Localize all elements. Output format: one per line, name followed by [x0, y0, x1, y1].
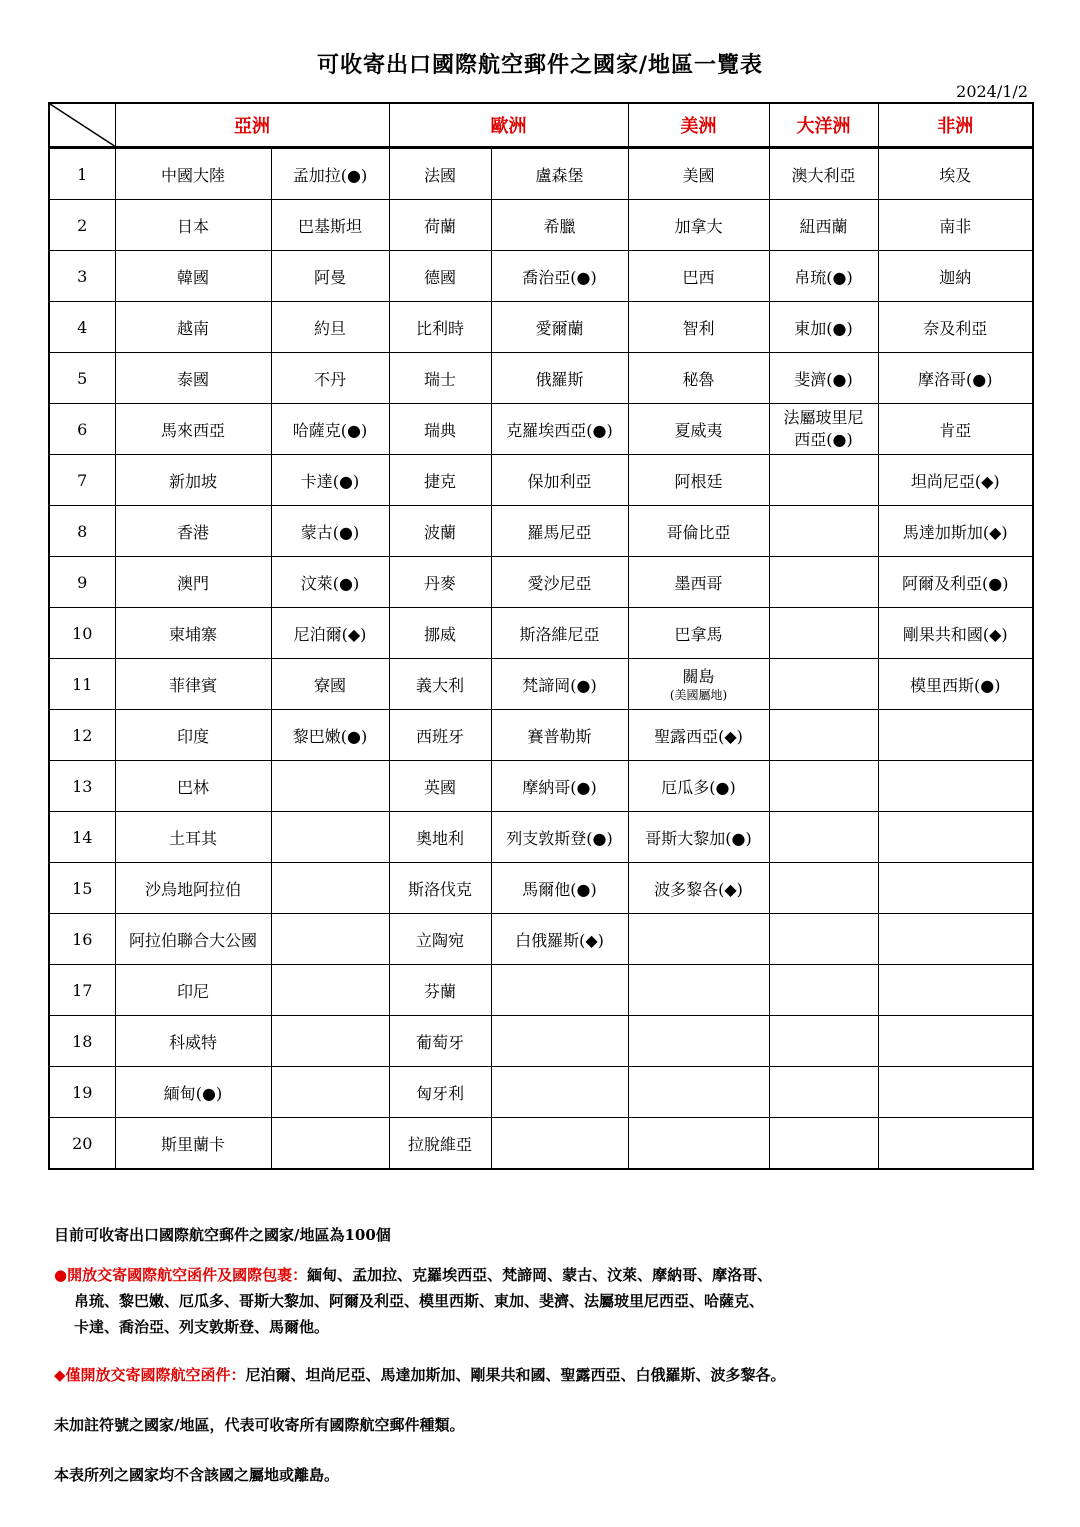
- asia-col1-cell: 菲律賓: [115, 659, 271, 710]
- table-row: [49, 557, 1033, 608]
- excluded-note: 本表所列之國家均不含該國之屬地或離島。: [54, 1466, 340, 1484]
- europe-col1-cell: 義大利: [389, 659, 491, 710]
- america-cell: [628, 965, 769, 1016]
- europe-col1-cell: 匈牙利: [389, 1067, 491, 1118]
- asia-col1-cell: 阿拉伯聯合大公國: [115, 914, 271, 965]
- africa-cell: [878, 710, 1033, 761]
- europe-col1-cell: 西班牙: [389, 710, 491, 761]
- europe-col2-cell: [491, 1067, 628, 1118]
- oceania-cell: [769, 608, 878, 659]
- table-row: [49, 353, 1033, 404]
- europe-col1-cell: 立陶宛: [389, 914, 491, 965]
- europe-col1-cell: 波蘭: [389, 506, 491, 557]
- diamond-legend-label: ◆僅開放交寄國際航空函件：: [54, 1366, 246, 1384]
- asia-col2-cell: [271, 1118, 389, 1170]
- row-number-cell: 18: [49, 1016, 115, 1067]
- table-row: [49, 761, 1033, 812]
- europe-col1-cell: 捷克: [389, 455, 491, 506]
- asia-col1-cell: 土耳其: [115, 812, 271, 863]
- europe-col2-cell: 羅馬尼亞: [491, 506, 628, 557]
- row-number-cell: 2: [49, 200, 115, 251]
- header-europe: 歐洲: [389, 103, 628, 148]
- row-number-cell: 3: [49, 251, 115, 302]
- europe-col1-cell: 葡萄牙: [389, 1016, 491, 1067]
- africa-cell: [878, 863, 1033, 914]
- row-number-cell: 7: [49, 455, 115, 506]
- asia-col2-cell: 不丹: [271, 353, 389, 404]
- asia-col1-cell: 澳門: [115, 557, 271, 608]
- row-number-cell: 1: [49, 148, 115, 200]
- diagonal-line-icon: [50, 104, 115, 146]
- asia-col2-cell: [271, 914, 389, 965]
- america-cell: [628, 1118, 769, 1170]
- asia-col2-cell: [271, 1016, 389, 1067]
- row-number-cell: 12: [49, 710, 115, 761]
- row-number-cell: 17: [49, 965, 115, 1016]
- asia-col1-cell: 科威特: [115, 1016, 271, 1067]
- america-cell: 哥倫比亞: [628, 506, 769, 557]
- oceania-cell: 帛琉(●): [769, 251, 878, 302]
- asia-col1-cell: 巴林: [115, 761, 271, 812]
- europe-col2-cell: 摩納哥(●): [491, 761, 628, 812]
- table-row: [49, 302, 1033, 353]
- asia-col2-cell: 巴基斯坦: [271, 200, 389, 251]
- cell-subtext: (美國屬地): [669, 688, 728, 702]
- america-cell: [628, 1016, 769, 1067]
- europe-col2-cell: 克羅埃西亞(●): [491, 404, 628, 455]
- oceania-cell: [769, 863, 878, 914]
- table-row: [49, 1118, 1033, 1170]
- america-cell: [628, 1067, 769, 1118]
- africa-cell: [878, 965, 1033, 1016]
- asia-col1-cell: 印尼: [115, 965, 271, 1016]
- asia-col1-cell: 緬甸(●): [115, 1067, 271, 1118]
- america-cell: 墨西哥: [628, 557, 769, 608]
- africa-cell: 奈及利亞: [878, 302, 1033, 353]
- africa-cell: 摩洛哥(●): [878, 353, 1033, 404]
- oceania-cell: 斐濟(●): [769, 353, 878, 404]
- table-row: [49, 404, 1033, 455]
- table-row: [49, 148, 1033, 200]
- table-row: [49, 914, 1033, 965]
- oceania-cell: [769, 455, 878, 506]
- asia-col1-cell: 泰國: [115, 353, 271, 404]
- america-cell: 巴西: [628, 251, 769, 302]
- africa-cell: [878, 1118, 1033, 1170]
- oceania-cell: [769, 1016, 878, 1067]
- africa-cell: 埃及: [878, 148, 1033, 200]
- america-cell: 哥斯大黎加(●): [628, 812, 769, 863]
- asia-col1-cell: 越南: [115, 302, 271, 353]
- dot-legend-line2: 帛琉、黎巴嫩、厄瓜多、哥斯大黎加、阿爾及利亞、模里西斯、東加、斐濟、法屬玻里尼西亞、哈薩克、: [74, 1292, 765, 1310]
- dot-legend-label: ●開放交寄國際航空函件及國際包裹：: [54, 1266, 308, 1284]
- america-cell: 厄瓜多(●): [628, 761, 769, 812]
- oceania-cell: 東加(●): [769, 302, 878, 353]
- page-title: 可收寄出口國際航空郵件之國家/地區一覽表: [316, 52, 764, 78]
- asia-col1-cell: 日本: [115, 200, 271, 251]
- oceania-cell: [769, 914, 878, 965]
- america-cell: 夏威夷: [628, 404, 769, 455]
- europe-col1-cell: 德國: [389, 251, 491, 302]
- africa-cell: 南非: [878, 200, 1033, 251]
- oceania-cell: [769, 1067, 878, 1118]
- diamond-legend-note: [54, 1362, 1034, 1388]
- row-number-cell: 6: [49, 404, 115, 455]
- europe-col2-cell: 斯洛維尼亞: [491, 608, 628, 659]
- europe-col2-cell: 白俄羅斯(◆): [491, 914, 628, 965]
- europe-col1-cell: 荷蘭: [389, 200, 491, 251]
- asia-col2-cell: 寮國: [271, 659, 389, 710]
- africa-cell: [878, 1016, 1033, 1067]
- total-note: 目前可收寄出口國際航空郵件之國家/地區為100個: [54, 1226, 391, 1244]
- europe-col2-cell: 希臘: [491, 200, 628, 251]
- europe-col1-cell: 法國: [389, 148, 491, 200]
- europe-col2-cell: 保加利亞: [491, 455, 628, 506]
- america-cell: 聖露西亞(◆): [628, 710, 769, 761]
- corner-diagonal-cell: [49, 103, 115, 148]
- america-cell: 波多黎各(◆): [628, 863, 769, 914]
- europe-col2-cell: 馬爾他(●): [491, 863, 628, 914]
- africa-cell: [878, 914, 1033, 965]
- europe-col1-cell: 瑞典: [389, 404, 491, 455]
- oceania-cell: [769, 404, 878, 455]
- oceania-cell: [769, 659, 878, 710]
- asia-col1-cell: 沙烏地阿拉伯: [115, 863, 271, 914]
- dot-legend-line1: 緬甸、孟加拉、克羅埃西亞、梵諦岡、蒙古、汶萊、摩納哥、摩洛哥、: [307, 1266, 773, 1284]
- table-row: [49, 812, 1033, 863]
- oceania-cell: 紐西蘭: [769, 200, 878, 251]
- europe-col1-cell: 英國: [389, 761, 491, 812]
- oceania-cell: [769, 506, 878, 557]
- africa-cell: 迦納: [878, 251, 1033, 302]
- dot-legend-note: [54, 1262, 1034, 1288]
- table-row: [49, 506, 1033, 557]
- asia-col2-cell: 阿曼: [271, 251, 389, 302]
- asia-col1-cell: 馬來西亞: [115, 404, 271, 455]
- africa-cell: 坦尚尼亞(◆): [878, 455, 1033, 506]
- europe-col1-cell: 挪威: [389, 608, 491, 659]
- europe-col2-cell: 俄羅斯: [491, 353, 628, 404]
- europe-col2-cell: 列支敦斯登(●): [491, 812, 628, 863]
- europe-col1-cell: 丹麥: [389, 557, 491, 608]
- row-number-cell: 5: [49, 353, 115, 404]
- europe-col2-cell: 梵諦岡(●): [491, 659, 628, 710]
- asia-col2-cell: 黎巴嫩(●): [271, 710, 389, 761]
- row-number-cell: 16: [49, 914, 115, 965]
- table-row: [49, 455, 1033, 506]
- america-cell: [628, 659, 769, 710]
- row-number-cell: 10: [49, 608, 115, 659]
- row-number-cell: 13: [49, 761, 115, 812]
- africa-cell: 阿爾及利亞(●): [878, 557, 1033, 608]
- asia-col1-cell: 新加坡: [115, 455, 271, 506]
- europe-col1-cell: 瑞士: [389, 353, 491, 404]
- table-row: [49, 1016, 1033, 1067]
- header-asia: 亞洲: [115, 103, 389, 148]
- europe-col2-cell: 愛爾蘭: [491, 302, 628, 353]
- europe-col2-cell: [491, 1118, 628, 1170]
- africa-cell: [878, 761, 1033, 812]
- header-america: 美洲: [628, 103, 769, 148]
- row-number-cell: 19: [49, 1067, 115, 1118]
- asia-col2-cell: [271, 812, 389, 863]
- notes-section: [54, 1222, 1034, 1488]
- row-number-cell: 11: [49, 659, 115, 710]
- table-row: [49, 965, 1033, 1016]
- europe-col1-cell: 比利時: [389, 302, 491, 353]
- asia-col2-cell: [271, 761, 389, 812]
- africa-cell: 肯亞: [878, 404, 1033, 455]
- row-number-cell: 4: [49, 302, 115, 353]
- row-number-cell: 15: [49, 863, 115, 914]
- table-row: [49, 710, 1033, 761]
- header-africa: 非洲: [878, 103, 1033, 148]
- europe-col2-cell: [491, 1016, 628, 1067]
- europe-col2-cell: [491, 965, 628, 1016]
- cell-text-line2: 西亞(●): [794, 430, 853, 449]
- oceania-cell: [769, 557, 878, 608]
- unmarked-note: 未加註符號之國家/地區，代表可收寄所有國際航空郵件種類。: [54, 1416, 465, 1434]
- europe-col2-cell: 喬治亞(●): [491, 251, 628, 302]
- africa-cell: [878, 812, 1033, 863]
- europe-col1-cell: 奧地利: [389, 812, 491, 863]
- dot-legend-line3: 卡達、喬治亞、列支敦斯登、馬爾他。: [74, 1318, 330, 1336]
- europe-col2-cell: 賽普勒斯: [491, 710, 628, 761]
- asia-col1-cell: 斯里蘭卡: [115, 1118, 271, 1170]
- america-cell: 加拿大: [628, 200, 769, 251]
- asia-col2-cell: 尼泊爾(◆): [271, 608, 389, 659]
- oceania-cell: [769, 965, 878, 1016]
- asia-col2-cell: 哈薩克(●): [271, 404, 389, 455]
- asia-col1-cell: 印度: [115, 710, 271, 761]
- asia-col1-cell: 柬埔寨: [115, 608, 271, 659]
- europe-col1-cell: 斯洛伐克: [389, 863, 491, 914]
- row-number-cell: 20: [49, 1118, 115, 1170]
- europe-col2-cell: 盧森堡: [491, 148, 628, 200]
- table-row: [49, 251, 1033, 302]
- asia-col1-cell: 香港: [115, 506, 271, 557]
- cell-text-line1: 法屬玻里尼: [783, 408, 864, 427]
- oceania-cell: [769, 812, 878, 863]
- america-cell: [628, 914, 769, 965]
- country-table: [48, 102, 1034, 1170]
- asia-col1-cell: 中國大陸: [115, 148, 271, 200]
- header-oceania: 大洋洲: [769, 103, 878, 148]
- row-number-cell: 14: [49, 812, 115, 863]
- america-cell: 巴拿馬: [628, 608, 769, 659]
- asia-col2-cell: 汶萊(●): [271, 557, 389, 608]
- asia-col2-cell: 卡達(●): [271, 455, 389, 506]
- africa-cell: 馬達加斯加(◆): [878, 506, 1033, 557]
- asia-col2-cell: 蒙古(●): [271, 506, 389, 557]
- asia-col2-cell: [271, 965, 389, 1016]
- asia-col2-cell: [271, 1067, 389, 1118]
- asia-col2-cell: 約旦: [271, 302, 389, 353]
- america-cell: 阿根廷: [628, 455, 769, 506]
- africa-cell: [878, 1067, 1033, 1118]
- asia-col2-cell: 孟加拉(●): [271, 148, 389, 200]
- oceania-cell: [769, 761, 878, 812]
- europe-col1-cell: 芬蘭: [389, 965, 491, 1016]
- row-number-cell: 9: [49, 557, 115, 608]
- oceania-cell: [769, 1118, 878, 1170]
- america-cell: 美國: [628, 148, 769, 200]
- asia-col2-cell: [271, 863, 389, 914]
- table-row: [49, 200, 1033, 251]
- table-row: [49, 863, 1033, 914]
- table-row: [49, 608, 1033, 659]
- header-row: [49, 103, 1033, 148]
- europe-col2-cell: 愛沙尼亞: [491, 557, 628, 608]
- asia-col1-cell: 韓國: [115, 251, 271, 302]
- diamond-legend-text: 尼泊爾、坦尚尼亞、馬達加斯加、剛果共和國、聖露西亞、白俄羅斯、波多黎各。: [245, 1366, 786, 1384]
- africa-cell: 剛果共和國(◆): [878, 608, 1033, 659]
- america-cell: 秘魯: [628, 353, 769, 404]
- america-cell: 智利: [628, 302, 769, 353]
- row-number-cell: 8: [49, 506, 115, 557]
- oceania-cell: 澳大利亞: [769, 148, 878, 200]
- africa-cell: 模里西斯(●): [878, 659, 1033, 710]
- oceania-cell: [769, 710, 878, 761]
- europe-col1-cell: 拉脫維亞: [389, 1118, 491, 1170]
- cell-text: 關島: [682, 667, 715, 686]
- table-row: [49, 659, 1033, 710]
- table-row: [49, 1067, 1033, 1118]
- document-date: 2024/1/2: [956, 82, 1028, 101]
